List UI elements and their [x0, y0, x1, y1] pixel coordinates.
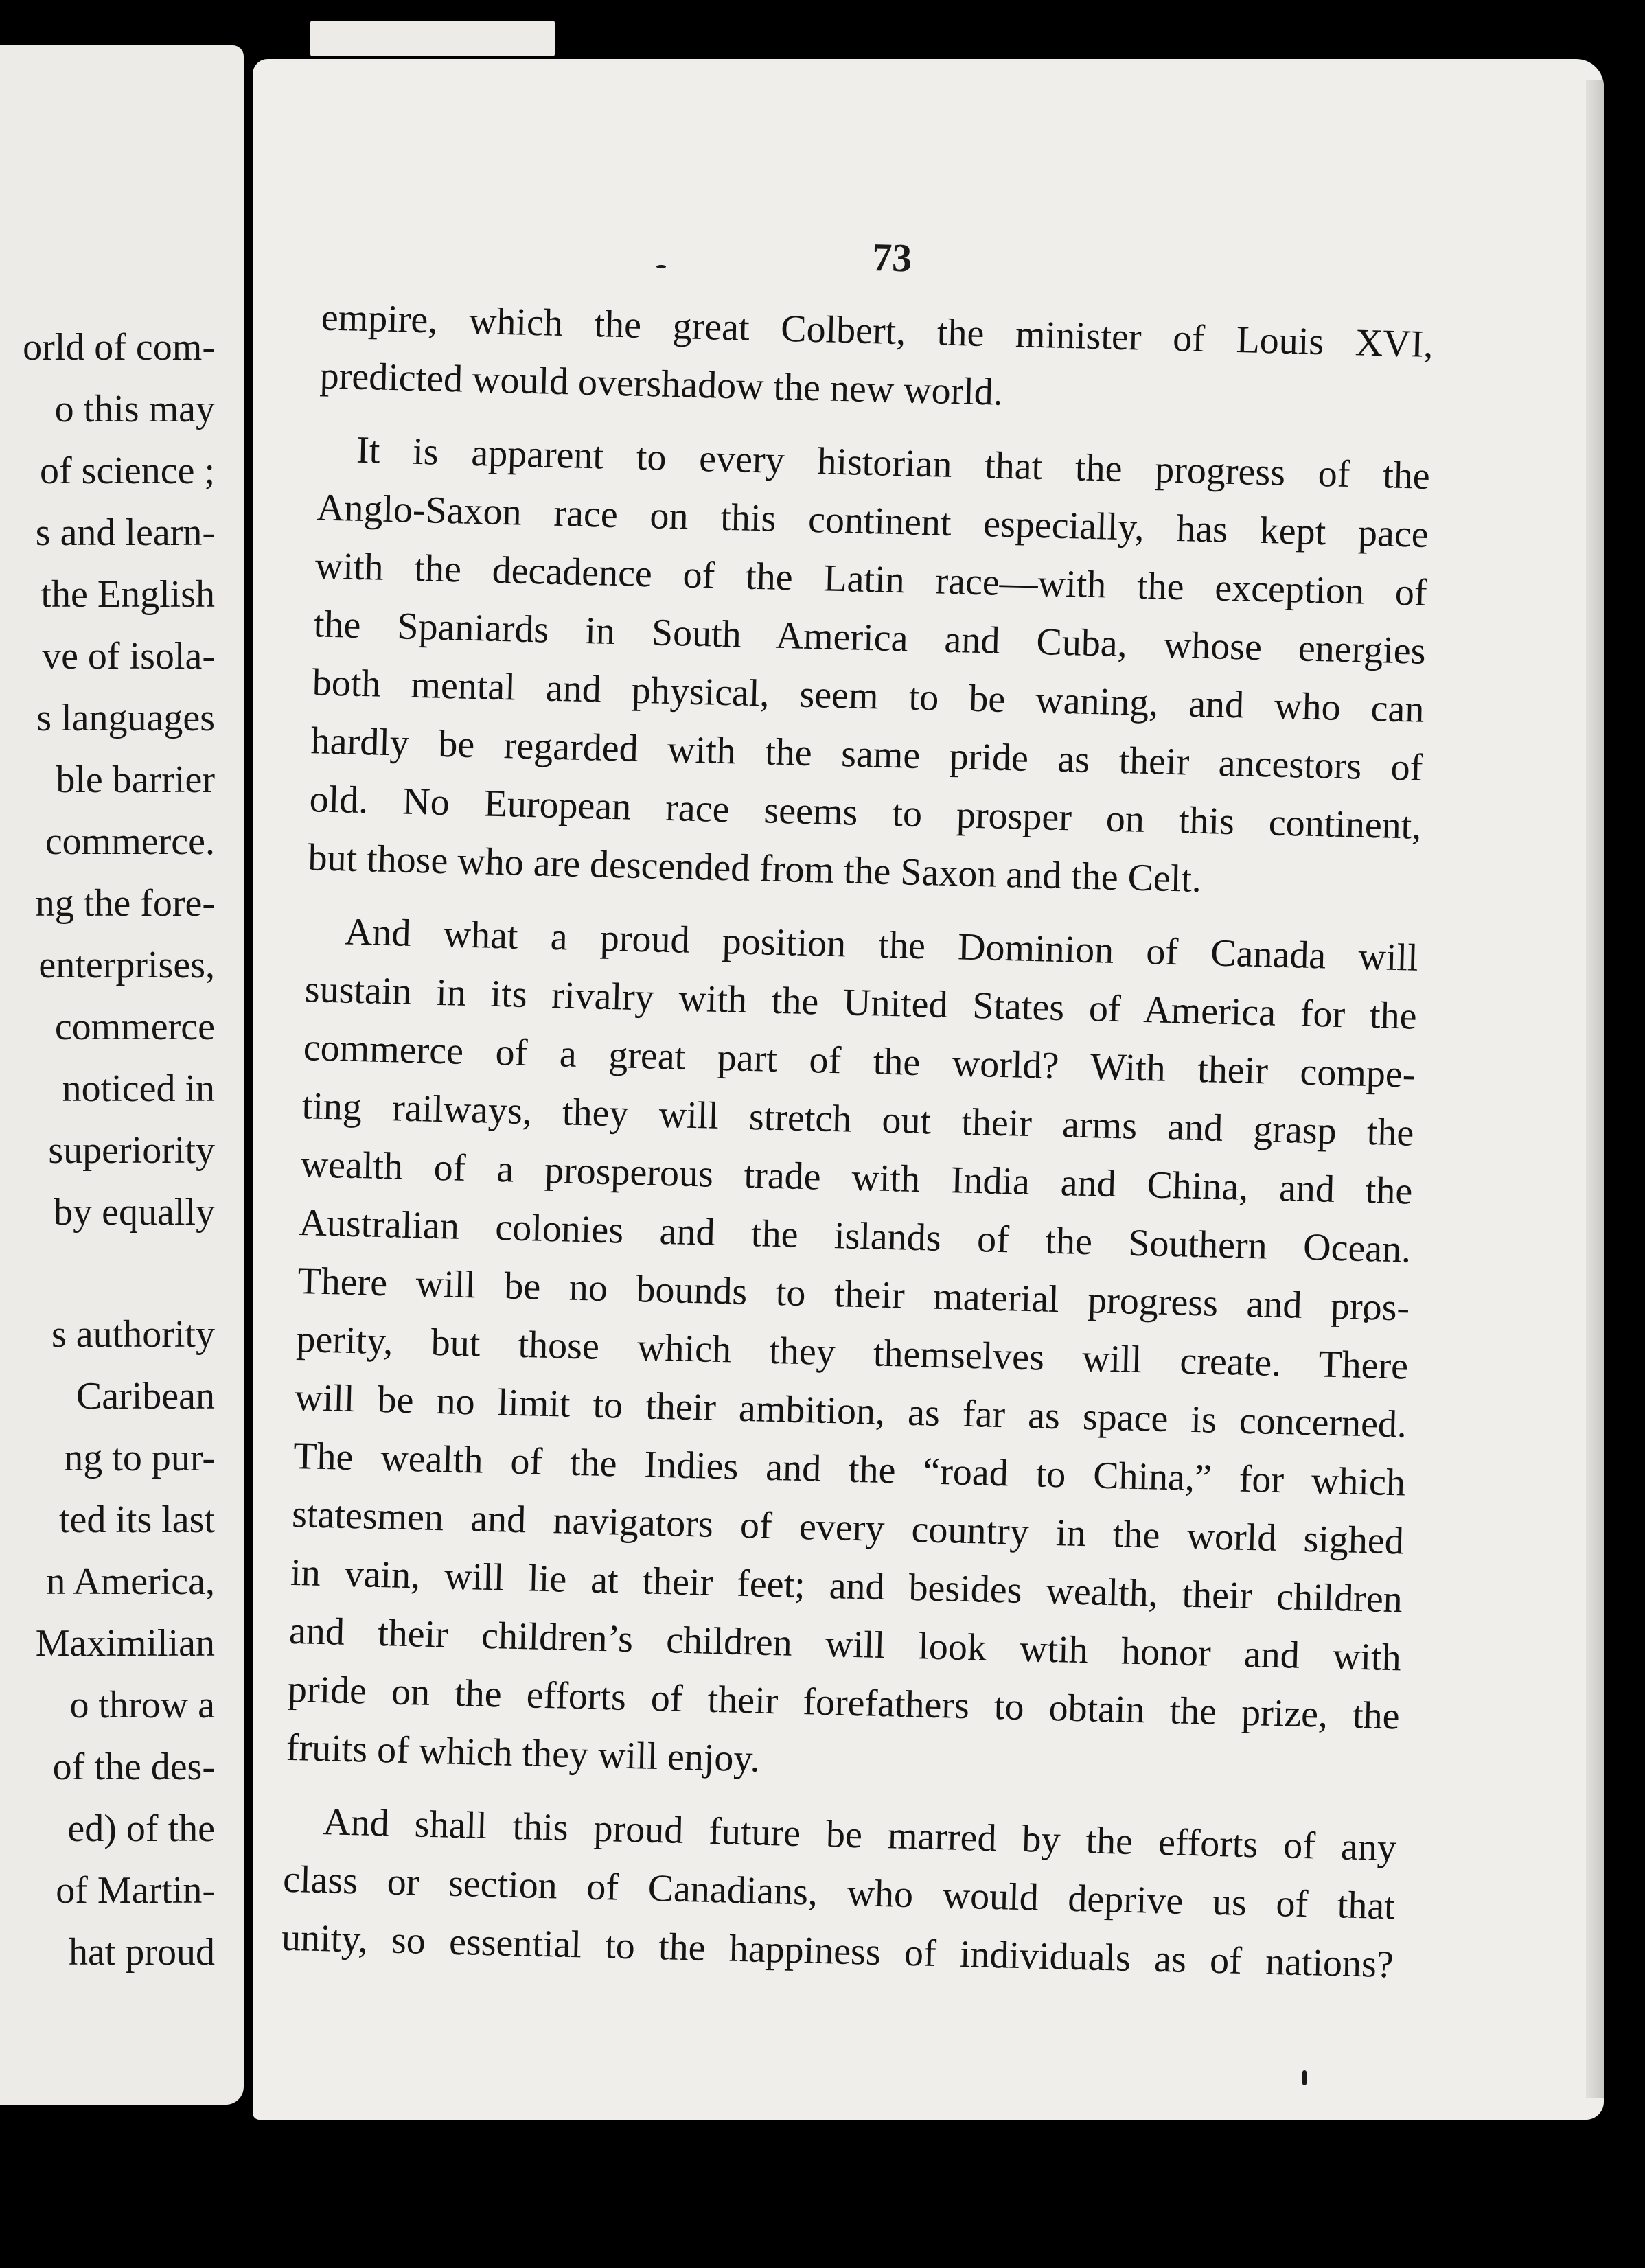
page-edge — [1586, 80, 1604, 2098]
left-page-line: noticed in — [62, 1067, 215, 1110]
left-page-line: commerce — [54, 1006, 215, 1048]
left-page-line: ve of isola- — [42, 635, 215, 678]
left-page-line: ed) of the — [67, 1807, 215, 1850]
left-page-line: of Martin- — [56, 1869, 215, 1912]
text-line: The wealth of the Indies and the “road to China,” for which — [292, 1434, 1406, 1505]
text-line: fruits of which they will enjoy. — [286, 1726, 761, 1781]
text-line: commerce of a great part of the world? With their compe- — [303, 1026, 1416, 1096]
left-page-line: o this may — [54, 388, 215, 430]
text-line: And shall this proud future be marred by the efforts of any — [322, 1801, 1397, 1870]
text-line: both mental and physical, seem to be waning, and who can — [312, 661, 1425, 731]
text-line: sustain in its rivalry with the United States of America for the — [304, 968, 1418, 1038]
text-line: but those who are descended from the Saxon and the Celt. — [307, 836, 1202, 901]
text-line: class or section of Canadians, who would deprive us of that — [282, 1858, 1396, 1928]
left-page-line: s authority — [51, 1313, 215, 1356]
left-page-line: ted its last — [58, 1498, 215, 1541]
text-line: hardly be regarded with the same pride as their ancestors of — [310, 719, 1424, 789]
text-line: statesmen and navigators of every country in the world sighed — [291, 1492, 1405, 1563]
text-line: pride on the efforts of their forefathers to obtain the prize, the — [287, 1667, 1401, 1738]
text-line: with the decadence of the Latin race—with the exception of — [314, 544, 1428, 614]
text-line: unity, so essential to the happiness of individuals as of nations? — [281, 1916, 1394, 1987]
right-page — [253, 59, 1604, 2120]
text-line: old. No European race seems to prosper on this continent, — [308, 778, 1423, 848]
page-number: 73 — [871, 235, 913, 281]
text-line: It is apparent to every historian that the progress of the — [356, 428, 1431, 498]
left-page-line: by equally — [54, 1191, 215, 1234]
left-page-line: Caribean — [76, 1375, 215, 1418]
left-page-line: superiority — [48, 1129, 215, 1172]
text-line: There will be no bounds to their material progress and pros- — [297, 1260, 1410, 1330]
left-page-line: ble barrier — [56, 759, 215, 801]
left-page-line: commerce. — [45, 820, 215, 863]
left-page-line: of the des- — [52, 1746, 215, 1788]
page-text — [277, 59, 1440, 2120]
left-page-line: Maximilian — [35, 1622, 215, 1665]
left-page-line: n America, — [46, 1560, 215, 1603]
text-line: predicted would overshadow the new world. — [319, 354, 1004, 414]
left-page-line: ng the fore- — [35, 882, 215, 925]
left-page-line: s and learn- — [35, 511, 215, 554]
text-line: perity, but those which they themselves will create. There — [295, 1318, 1409, 1388]
left-page — [0, 45, 244, 2105]
left-page-line: s languages — [36, 697, 215, 739]
left-page-line: the English — [41, 573, 215, 616]
left-page-line: o throw a — [69, 1684, 215, 1726]
text-line: ting railways, they will stretch out their arms and grasp the — [301, 1085, 1415, 1155]
left-page-line: orld of com- — [23, 326, 215, 369]
text-line: in vain, will lie at their feet; and besides wealth, their children — [290, 1551, 1403, 1621]
text-line: Anglo-Saxon race on this continent especially, has kept pace — [316, 486, 1429, 556]
text-line: wealth of a prosperous trade with India and China, and the — [299, 1143, 1414, 1213]
text-line: and their children’s children will look wtih honor and with — [288, 1609, 1402, 1680]
text-line: And what a proud position the Dominion of Canada will — [344, 910, 1419, 980]
text-line: Australian colonies and the islands of the Southern Ocean. — [298, 1201, 1412, 1271]
left-page-line: hat proud — [68, 1931, 215, 1974]
page-tab — [310, 21, 555, 56]
text-line: will be no limit to their ambition, as far as space is concerned. — [294, 1376, 1407, 1446]
left-page-line: enterprises, — [38, 944, 215, 986]
text-line: empire, which the great Colbert, the minister of Louis XVI, — [321, 296, 1434, 367]
left-page-line: of science ; — [40, 450, 215, 492]
text-line: the Spaniards in South America and Cuba, whose energies — [313, 603, 1427, 673]
left-page-line: ng to pur- — [64, 1437, 215, 1479]
